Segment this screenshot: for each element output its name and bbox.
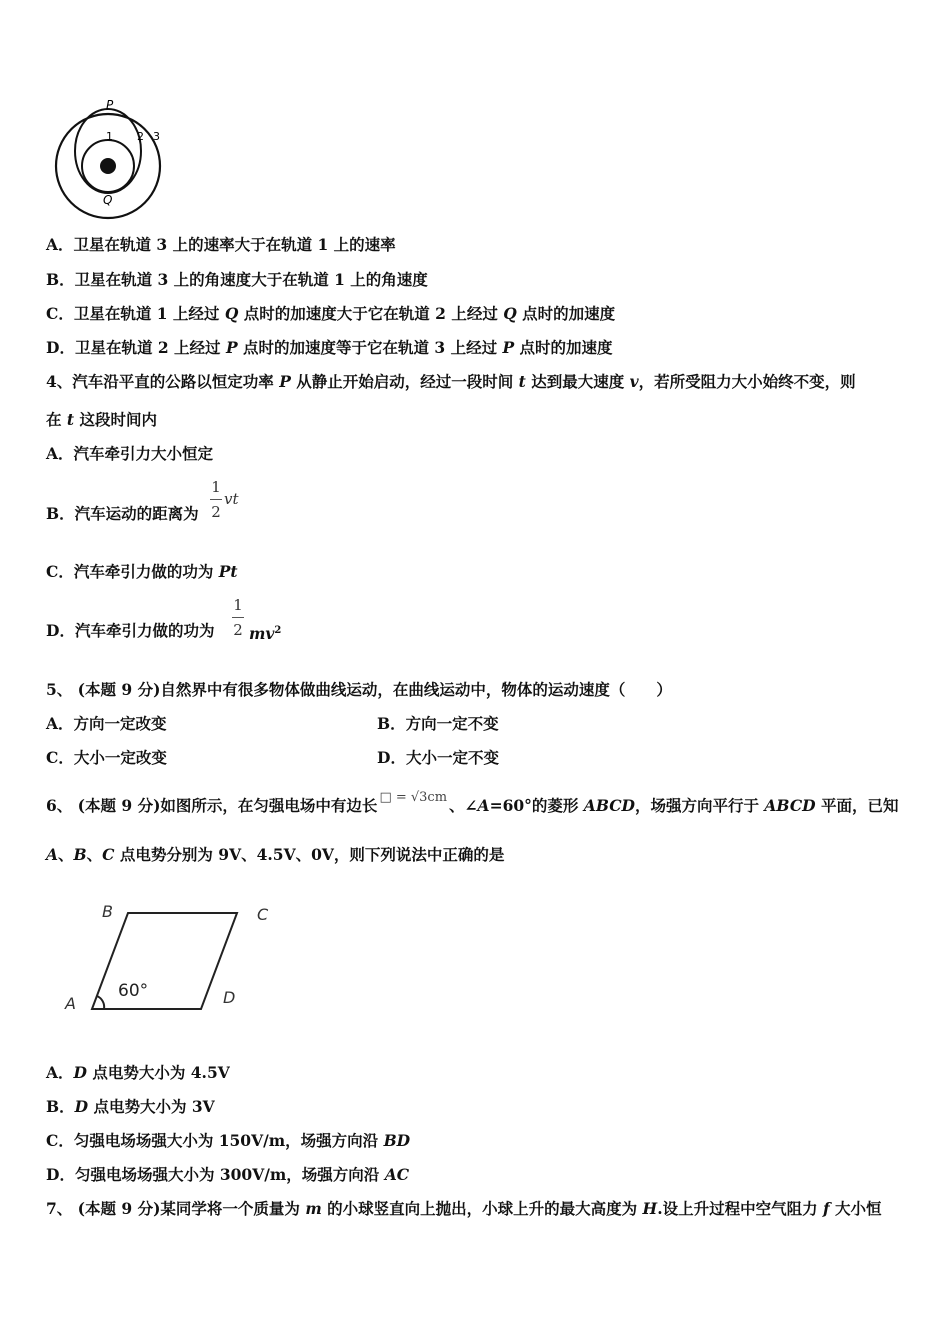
q3-option-c: C．卫星在轨道 1 上经过 Q 点时的加速度大于它在轨道 2 上经过 Q 点时的加速度 [46, 304, 616, 323]
label-3: 3 [153, 130, 160, 143]
q4-option-a: A．汽车牵引力大小恒定 [46, 444, 214, 463]
q7-stem: 7、 (本题 9 分)某同学将一个质量为 m 的小球竖直向上抛出，小球上升的最大高度为 H.设上升过程中空气阻力 f 大小恒 [46, 1199, 882, 1218]
q3-option-d: D．卫星在轨道 2 上经过 P 点时的加速度等于它在轨道 3 上经过 P 点时的加速度 [46, 338, 613, 357]
q6-option-d: D．匀强电场场强大小为 300V/m，场强方向沿 AC [46, 1165, 410, 1184]
q3-option-a: A．卫星在轨道 3 上的速率大于在轨道 1 上的速率 [46, 235, 396, 254]
planet [100, 158, 116, 174]
label-p: P [106, 98, 114, 112]
q6-option-c: C．匀强电场场强大小为 150V/m，场强方向沿 BD [46, 1131, 411, 1150]
angle-arc [97, 996, 104, 1009]
q3-option-b: B．卫星在轨道 3 上的角速度大于在轨道 1 上的角速度 [46, 270, 428, 289]
q4-stem-line2: 在 t 这段时间内 [46, 410, 157, 429]
q4-option-d: D．汽车牵引力做的功为 [46, 621, 215, 640]
vertex-c: C [257, 905, 269, 924]
q6-option-a: A．D 点电势大小为 4.5V [46, 1063, 230, 1082]
q4-stem-line1: 4、汽车沿平直的公路以恒定功率 P 从静止开始启动，经过一段时间 t 达到最大速度 v，若所受阻力大小始终不变，则 [46, 372, 856, 391]
q4-option-b: B．汽车运动的距离为 [46, 504, 199, 523]
label-2: 2 [137, 130, 144, 143]
angle-label: 60° [118, 981, 149, 1001]
q4-option-d-tail: $mv^2$ [249, 624, 282, 644]
label-1: 1 [106, 130, 113, 143]
label-q: Q [103, 193, 113, 207]
q5-stem: 5、 (本题 9 分)自然界中有很多物体做曲线运动，在曲线运动中，物体的运动速度（ ） [46, 680, 672, 699]
side-length-formula: □ = √3cm [379, 790, 448, 805]
q6-stem-line1: 6、 (本题 9 分)如图所示，在匀强电场中有边长 □ = √3cm 、∠A=60°的菱形 ABCD，场强方向平行于 ABCD 平面，已知 [46, 790, 899, 815]
vertex-b: B [102, 902, 113, 921]
rhombus-diagram [55, 892, 285, 1027]
q6-stem-line2: A、B、C 点电势分别为 9V、4.5V、0V，则下列说法中正确的是 [46, 845, 505, 864]
vertex-a: A [65, 994, 76, 1013]
orbit-diagram [50, 96, 170, 220]
orbit-2 [75, 109, 141, 193]
q6-option-b: B．D 点电势大小为 3V [46, 1097, 215, 1116]
vertex-d: D [223, 988, 236, 1007]
q5-option-b: B．方向一定不变 [377, 714, 499, 733]
q5-option-c: C．大小一定改变 [46, 748, 167, 767]
q4-option-c: C．汽车牵引力做的功为 Pt [46, 562, 238, 581]
rhombus-abcd [92, 913, 237, 1009]
q5-option-d: D．大小一定不变 [377, 748, 499, 767]
q5-option-a: A．方向一定改变 [46, 714, 167, 733]
